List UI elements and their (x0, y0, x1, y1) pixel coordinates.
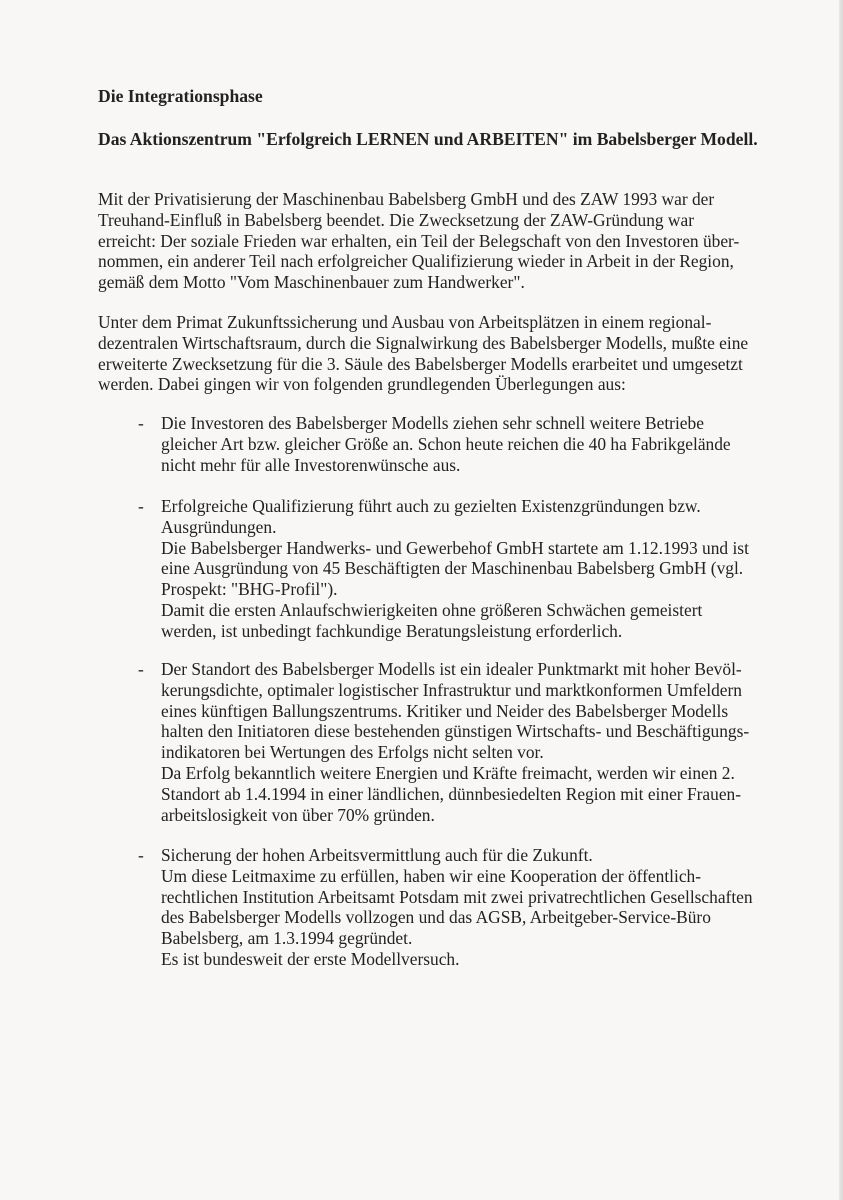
bullet-dash: - (138, 413, 144, 433)
list-item-text: Erfolgreiche Qualifizierung führt auch zu gezielten Existenzgründungen bzw. Ausgründungen. Die Babelsberger Handwerks- und Gewerbehof GmbH startete am 1.12.1993 und ist eine Ausgründung von 45 Beschäftigten der Maschinenbau Babelsberg GmbH (vgl. Prospekt: "BHG-Profil"). Damit die ersten Anlaufschwierigkeiten ohne größeren Schwächen gemeistert werden, ist unbedingt fachkundige Beratungsleistung erforderlich. (161, 496, 749, 641)
paragraph: Mit der Privatisierung der Maschinenbau Babelsberg GmbH und des ZAW 1993 war der Treuhand-Einfluß in Babelsberg beendet. Die Zwecksetzung der ZAW-Gründung war erreicht: Der soziale Frieden war erhalten, ein Teil der Belegschaft von den Investoren über- nommen, ein anderer Teil nach erfolgreicher Qualifizierung wieder in Arbeit in der Region, gemäß dem Motto "Vom Maschinenbauer zum Handwerker". (98, 189, 740, 293)
bullet-dash: - (138, 845, 144, 865)
list-item-text: Sicherung der hohen Arbeitsvermittlung auch für die Zukunft. Um diese Leitmaxime zu erfüllen, haben wir eine Kooperation der öffentlich- rechtlichen Institution Arbeitsamt Potsdam mit zwei privatrechtlichen Gesellschaften des Babelsberger Modells vollzogen und das AGSB, Arbeitgeber-Service-Büro Babelsberg, am 1.3.1994 gegründet. Es ist bundesweit der erste Modellversuch. (161, 845, 753, 969)
page-edge (839, 0, 843, 1200)
bullet-dash: - (138, 496, 144, 516)
paragraph: Unter dem Primat Zukunftssicherung und Ausbau von Arbeitsplätzen in einem regional- dezentralen Wirtschaftsraum, durch die Signalwirkung des Babelsberger Modells, mußte eine erweiterte Zwecksetzung für die 3. Säule des Babelsberger Modells erarbeitet und umgesetzt werden. Dabei gingen wir von folgenden grundlegenden Überlegungen aus: (98, 312, 749, 395)
section-title: Die Integrationsphase (98, 86, 263, 106)
list-item-text: Die Investoren des Babelsberger Modells ziehen sehr schnell weitere Betriebe gleicher Art bzw. gleicher Größe an. Schon heute reichen die 40 ha Fabrikgelände nicht mehr für alle Investorenwünsche aus. (161, 413, 731, 475)
bullet-dash: - (138, 659, 144, 679)
section-subtitle: Das Aktionszentrum "Erfolgreich LERNEN und ARBEITEN" im Babelsberger Modell. (98, 129, 758, 149)
list-item-text: Der Standort des Babelsberger Modells ist ein idealer Punktmarkt mit hoher Bevöl- kerungsdichte, optimaler logistischer Infrastruktur und marktkonformen Umfeldern eines künftigen Ballungszentrums. Kritiker und Neider des Babelsberger Modells halten den Initiatoren diese bestehenden günstigen Wirtschafts- und Beschäftigungs- indikatoren bei Wertungen des Erfolgs nicht selten vor. Da Erfolg bekanntlich weitere Energien und Kräfte freimacht, werden wir einen 2. Standort ab 1.4.1994 in einer ländlichen, dünnbesiedelten Region mit einer Frauen- arbeitslosigkeit von über 70% gründen. (161, 659, 750, 825)
